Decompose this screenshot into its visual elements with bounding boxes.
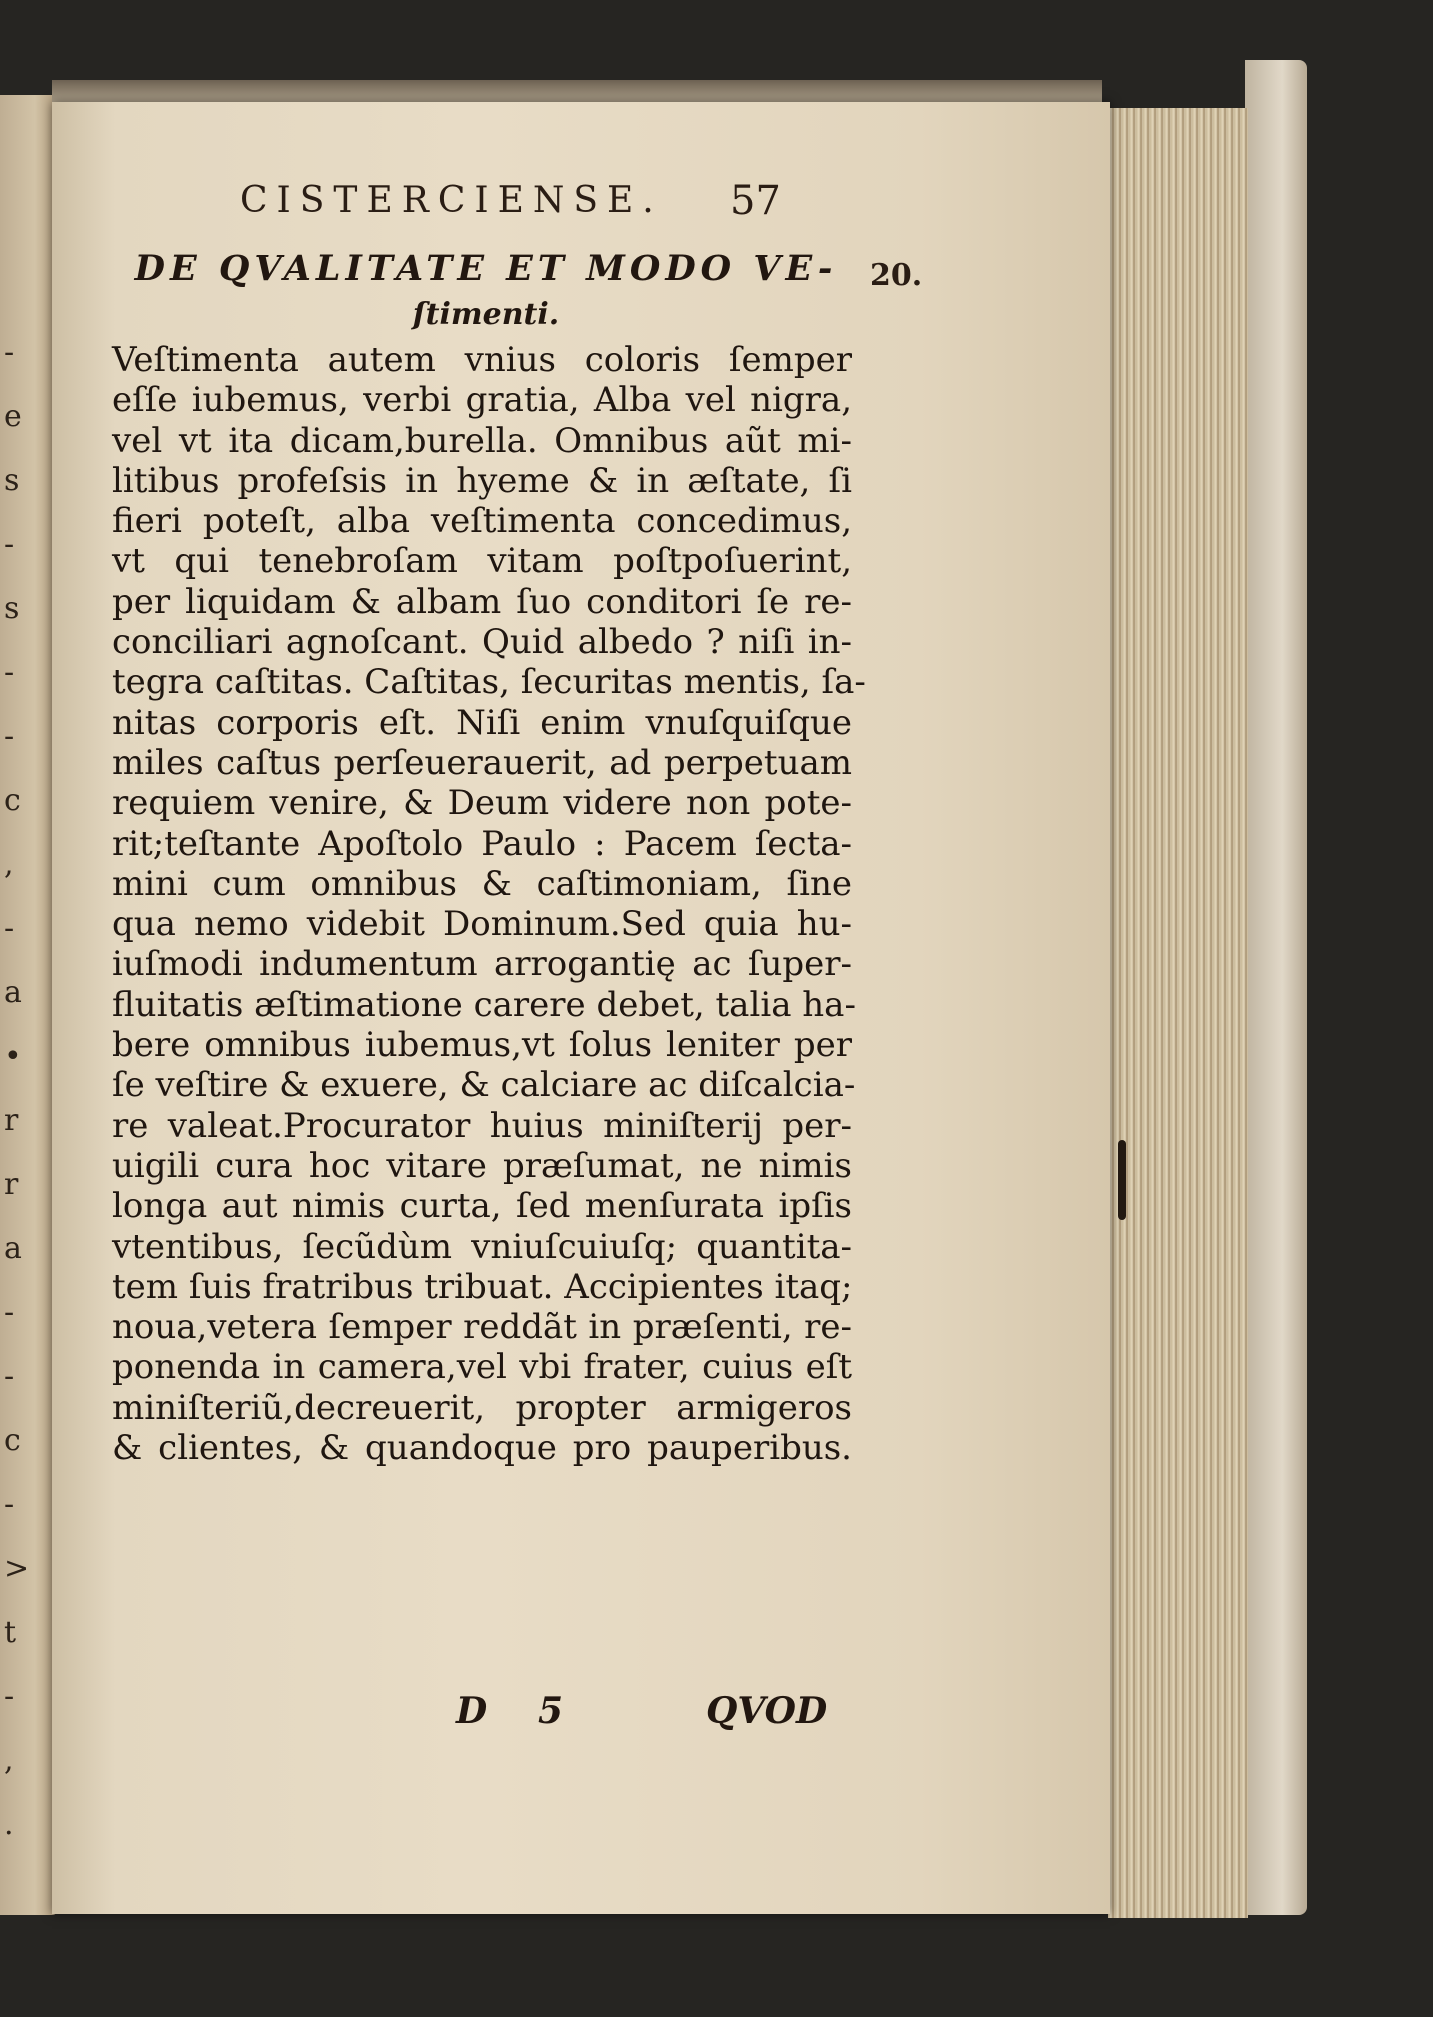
page-number: 57 <box>730 178 781 224</box>
page-header <box>240 180 810 240</box>
margin-note: 20. <box>870 258 923 293</box>
text-line: vtentibus, ſecũdùm vniuſcuiuſq; quantita- <box>112 1226 852 1267</box>
title-line: ſtimenti. <box>412 297 560 332</box>
text-line: longa aut nimis curta, ſed menſurata ipſis <box>112 1186 852 1227</box>
page-edges <box>1108 108 1248 1918</box>
text-line: tegra caſtitas. Caſtitas, ſecuritas mentis, ſa- <box>112 662 866 703</box>
left-mark: > <box>4 1551 30 1586</box>
left-mark: - <box>4 1359 15 1394</box>
text-line: eſſe iubemus, verbi gratia, Alba vel nigra, <box>112 380 852 421</box>
left-mark: s <box>4 463 20 498</box>
left-mark: s <box>4 591 20 626</box>
text-line: bere omnibus iubemus,vt ſolus leniter per <box>112 1025 852 1066</box>
text-line: ponenda in camera,vel vbi frater, cuius eſt <box>112 1347 852 1388</box>
text-line: ſe veſtire & exuere, & calciare ac diſcalcia- <box>112 1065 856 1106</box>
left-mark: r <box>4 1167 19 1202</box>
signature-letter: D <box>456 1690 488 1732</box>
text-line: Veſtimenta autem vnius coloris ſemper <box>112 340 852 380</box>
text-line: mini cum omnibus & caſtimoniam, ſine <box>112 863 852 904</box>
running-head: CISTERCIENSE. <box>240 180 663 221</box>
left-mark: t <box>4 1615 17 1650</box>
text-line: & clientes, & quandoque pro pauperibus. <box>112 1428 852 1469</box>
left-mark: c <box>4 783 21 818</box>
left-page-edge-text <box>4 335 44 1871</box>
left-mark: . <box>4 1807 14 1842</box>
left-mark: - <box>4 911 15 946</box>
left-facing-page <box>0 95 58 1915</box>
section-title <box>116 246 856 338</box>
text-line: vt qui tenebroſam vitam poſtpoſuerint, <box>112 541 852 582</box>
left-mark: , <box>4 1743 14 1778</box>
left-mark: a <box>4 1231 22 1266</box>
left-mark: r <box>4 1103 19 1138</box>
left-mark: - <box>4 1487 15 1522</box>
text-line: iuſmodi indumentum arrogantię ac ſuper- <box>112 944 852 985</box>
text-line: noua,vetera ſemper reddãt in præſenti, re- <box>112 1307 852 1348</box>
text-line: re valeat.Procurator huius miniſterij per- <box>112 1105 852 1146</box>
title-line: DE QVALITATE ET MODO VE- <box>134 248 838 289</box>
left-mark: a <box>4 975 22 1010</box>
left-mark: - <box>4 655 15 690</box>
text-line: requiem venire, & Deum videre non pote- <box>112 783 852 824</box>
text-line: tem ſuis fratribus tribuat. Accipientes itaq; <box>112 1266 853 1307</box>
left-mark: c <box>4 1423 21 1458</box>
left-mark: - <box>4 719 15 754</box>
left-mark: , <box>4 847 14 882</box>
text-line: qua nemo videbit Dominum.Sed quia hu- <box>112 904 852 945</box>
text-line: miniſteriũ,decreuerit, propter armigeros <box>112 1387 852 1428</box>
left-mark: - <box>4 1295 15 1330</box>
text-line: conciliari agnoſcant. Quid albedo ? niſi in- <box>112 622 852 663</box>
body-text <box>112 340 866 1469</box>
text-line: per liquidam & albam ſuo conditori ſe re- <box>112 581 852 622</box>
bookmark-ribbon <box>1118 1140 1126 1220</box>
book-cover-edge <box>1245 60 1307 1915</box>
left-mark: e <box>4 399 22 434</box>
left-mark: - <box>4 335 15 370</box>
text-line: fieri poteſt, alba veſtimenta concedimus, <box>112 501 852 542</box>
text-line: miles caſtus perſeuerauerit, ad perpetuam <box>112 742 852 783</box>
signature-number: 5 <box>538 1690 564 1732</box>
text-line: litibus profeſsis in hyeme & in æſtate, ſi <box>112 460 852 501</box>
text-line: vel vt ita dicam,burella. Omnibus aũt mi- <box>112 420 852 461</box>
left-mark: - <box>4 527 15 562</box>
text-line: uigili cura hoc vitare præſumat, ne nimis <box>112 1145 852 1186</box>
catchword: QVOD <box>706 1690 828 1732</box>
left-mark: • <box>4 1039 22 1074</box>
left-mark: - <box>4 1679 15 1714</box>
text-line: rit;teſtante Apoſtolo Paulo : Pacem ſecta- <box>112 823 852 864</box>
text-line: fluitatis æſtimatione carere debet, talia ha- <box>112 984 856 1025</box>
text-line: nitas corporis eſt. Niſi enim vnuſquiſque <box>112 702 852 743</box>
